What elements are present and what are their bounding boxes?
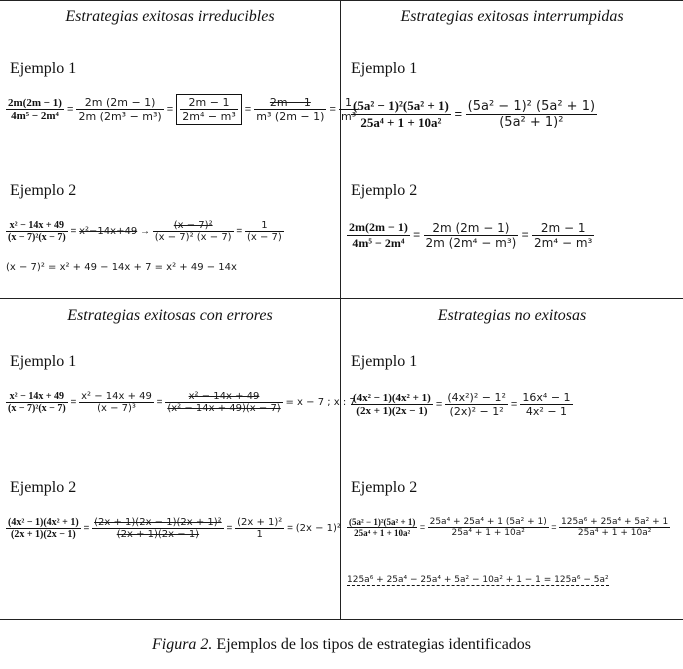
caption-text: Ejemplos de los tipos de estrategias identificados: [216, 636, 532, 653]
panel-title: Estrategias exitosas interrumpidas: [400, 8, 624, 25]
panel-title: Estrategias exitosas irreducibles: [65, 8, 275, 25]
panel-no-exitosas: [341, 299, 683, 620]
caption-label: Figura 2.: [151, 636, 213, 653]
handwritten-work: $\frac{\text{x² − 14x + 49}}{\text{(x − 7)²(x − 7)}}$ = x²−14x+49 → $\frac{\text{(x − 7)²}}{\text{(x − 7)² (x − 7)}}$ = $\frac{1}{(x - 7)}$: [8, 220, 282, 243]
handwritten-note: 125a⁶ + 25a⁴ − 25a⁴ + 5a² − 10a² + 1 − 1 = 125a⁶ − 5a²: [347, 575, 609, 585]
example-label: Ejemplo 2: [351, 479, 418, 496]
handwritten-work: $\frac{\text{(5a² − 1)²(5a² + 1)}}{\text{25a⁴ + 1 + 10a²}}$ = $\frac{\text{(5a² − 1)² (5a² + 1)}}{\text{(5a² + 1)²}}$: [353, 98, 596, 130]
panel-title: Estrategias exitosas con errores: [67, 307, 273, 324]
handwritten-work: $\frac{\text{(4x² − 1)(4x² + 1)}}{(2x + 1)(2x - 1)}$ = $\frac{\text{(2x + 1)(2x − 1)(2x + 1)²}}{(2x + 1)(2x - 1)}$ = $\frac{\text{(2x + 1)²}}{1}$ = (2x − 1)²: [8, 517, 341, 540]
panel-irreducibles: [0, 0, 357, 298]
handwritten-work: $\frac{2m(2m - 1)}{\text{4m⁵ − 2m⁴}}$ = $\frac{2m (2m - 1)}{\text{2m (2m⁴ − m³)}}$ = $\frac{2m - 1}{\text{2m⁴ − m³}}$: [349, 220, 593, 250]
example-label: Ejemplo 1: [351, 60, 418, 77]
example-label: Ejemplo 1: [10, 60, 77, 77]
handwritten-work: $\frac{2m(2m - 1)}{\text{4m⁵ − 2m⁴}}$ = $\frac{2m (2m - 1)}{\text{2m (2m³ − m³)}}$ = $\frac{2m - 1}{\text{2m⁴ − m³}}$ = $\frac{2m - 1}{\text{m³ (2m − 1)}}$ = $\frac{1}{\text{m³}}$: [8, 96, 357, 123]
panel-con-errores: [0, 299, 356, 620]
handwritten-work: $\frac{\text{(4x² − 1)(4x² + 1)}}{(2x + 1)(2x - 1)}$ = $\frac{\text{(4x²)² − 1²}}{\text{(2x)² − 1²}}$ = $\frac{\text{16x⁴ − 1}}{\text{4x² − 1}}$: [353, 391, 571, 418]
handwritten-note: (x − 7)² = x² + 49 − 14x + 7 = x² + 49 − 14x: [6, 262, 237, 273]
example-label: Ejemplo 1: [351, 353, 418, 370]
example-label: Ejemplo 2: [351, 182, 418, 199]
figure-caption: [0, 636, 683, 654]
example-label: Ejemplo 2: [10, 182, 77, 199]
handwritten-work: $\frac{\text{(5a² − 1)²(5a² + 1)}}{\text{25a⁴ + 1 + 10a²}}$ = $\frac{\text{25a⁴ + 25a⁴ + 1 (5a² + 1)}}{\text{25a⁴ + 1 + 10a²}}$ = $\frac{\text{125a⁶ + 25a⁴ + 5a² + 1}}{\text{25a⁴ + 1 + 10a²}}$: [349, 517, 669, 538]
example-label: Ejemplo 2: [10, 479, 77, 496]
panel-interrumpidas: [341, 0, 683, 298]
example-label: Ejemplo 1: [10, 353, 77, 370]
panel-title: Estrategias no exitosas: [437, 307, 587, 324]
handwritten-work: $\frac{\text{x² − 14x + 49}}{\text{(x − 7)²(x − 7)}}$ = $\frac{\text{x² − 14x + 49}}{\text{(x − 7)³}}$ = $\frac{\text{x² − 14x + 49}}{\text{(x² − 14x + 49)(x − 7)}}$ = x − 7 ; x : 7: [8, 391, 356, 414]
